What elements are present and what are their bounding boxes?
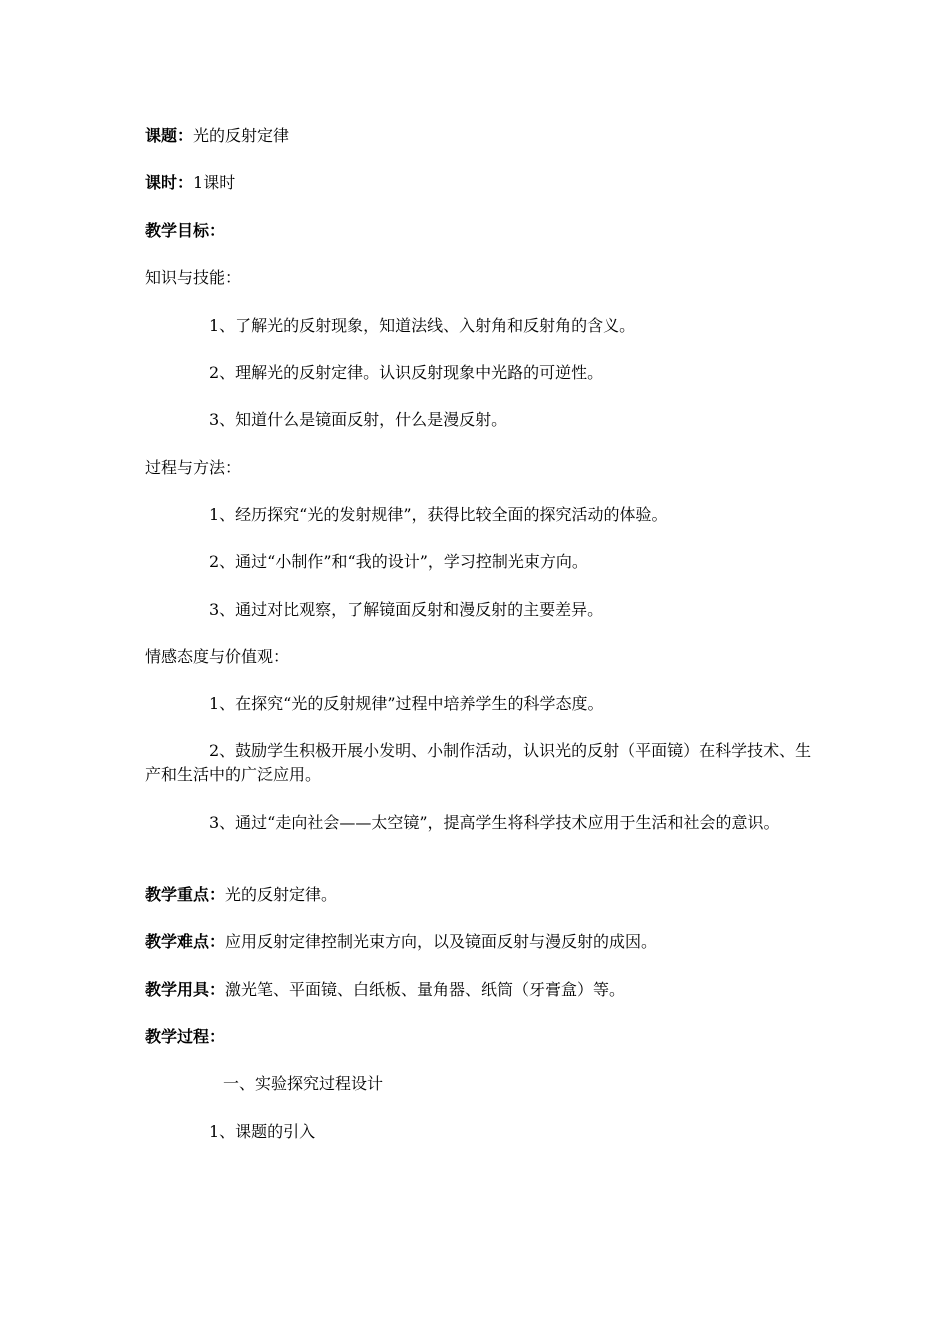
- topic-label: 课题：: [145, 126, 194, 145]
- period-label: 课时：: [145, 173, 194, 192]
- process-heading: 过程与方法：: [145, 458, 242, 477]
- difficulty-value: 应用反射定律控制光束方向，以及镜面反射与漫反射的成因。: [225, 932, 658, 951]
- teaching-process-heading: 教学过程：: [145, 1027, 226, 1046]
- knowledge-item: 3、知道什么是镜面反射，什么是漫反射。: [209, 410, 508, 429]
- attitude-item: 2、鼓励学生积极开展小发明、小制作活动，认识光的反射（平面镜）在科学技术、生产和生活中的广泛应用。: [145, 741, 812, 784]
- key-point-line: [145, 883, 815, 907]
- process-item: 3、通过对比观察，了解镜面反射和漫反射的主要差异。: [209, 600, 604, 619]
- goals-heading: 教学目标：: [145, 221, 226, 240]
- period-line: [145, 171, 815, 195]
- subsection-heading: 1、课题的引入: [209, 1122, 316, 1141]
- period-value: 1课时: [193, 173, 236, 192]
- tools-label: 教学用具：: [145, 980, 226, 999]
- topic-line: [145, 124, 815, 148]
- difficulty-label: 教学难点：: [145, 932, 226, 951]
- knowledge-item: 2、理解光的反射定律。认识反射现象中光路的可逆性。: [209, 363, 604, 382]
- attitude-item: 1、在探究“光的反射规律”过程中培养学生的科学态度。: [209, 694, 604, 713]
- process-item: 1、经历探究“光的发射规律”，获得比较全面的探究活动的体验。: [209, 505, 668, 524]
- difficulty-line: [145, 930, 815, 954]
- section-heading: 一、实验探究过程设计: [223, 1074, 384, 1093]
- tools-line: [145, 978, 815, 1002]
- key-point-value: 光的反射定律。: [225, 885, 338, 904]
- tools-value: 激光笔、平面镜、白纸板、量角器、纸筒（牙膏盒）等。: [225, 980, 626, 999]
- knowledge-item: 1、了解光的反射现象，知道法线、入射角和反射角的含义。: [209, 316, 636, 335]
- attitude-heading: 情感态度与价值观：: [145, 647, 290, 666]
- process-item: 2、通过“小制作”和“我的设计”，学习控制光束方向。: [209, 552, 588, 571]
- key-point-label: 教学重点：: [145, 885, 226, 904]
- knowledge-heading: 知识与技能：: [145, 268, 242, 287]
- attitude-item: 3、通过“走向社会——太空镜”，提高学生将科学技术应用于生活和社会的意识。: [209, 813, 780, 832]
- topic-value: 光的反射定律: [193, 126, 290, 145]
